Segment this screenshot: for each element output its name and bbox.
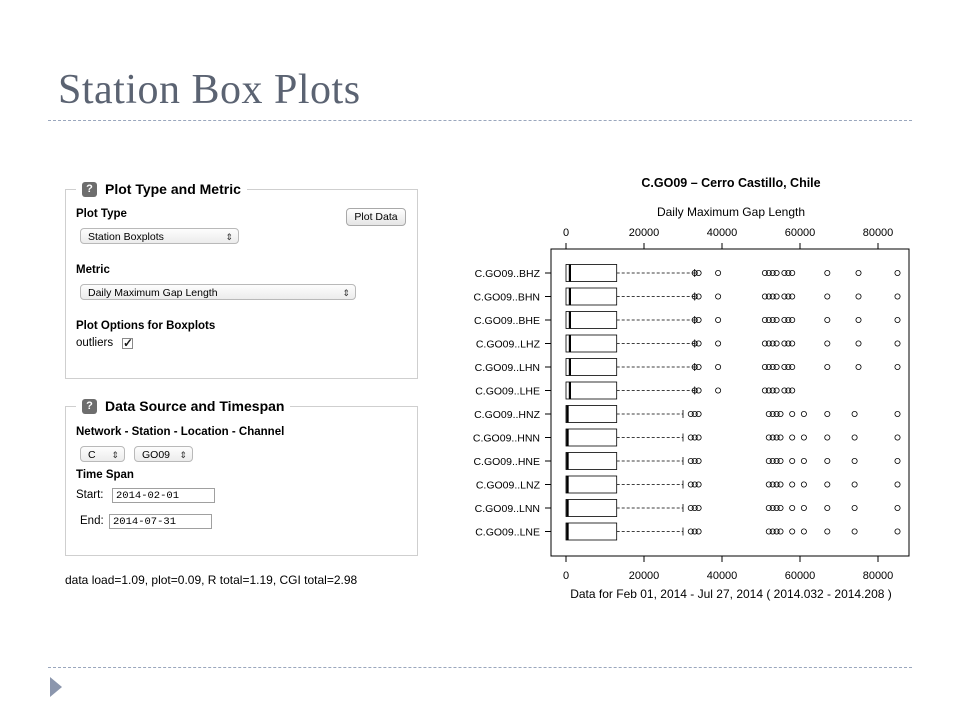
help-icon[interactable]: ? — [82, 399, 97, 414]
outliers-checkbox[interactable]: ✓ — [123, 336, 134, 350]
top-tick-label: 20000 — [628, 227, 660, 239]
outlier-point — [895, 317, 900, 322]
outlier-point — [778, 505, 783, 510]
box — [566, 429, 617, 446]
outlier-point — [696, 270, 701, 275]
outlier-point — [696, 505, 701, 510]
plot-type-label: Plot Type — [76, 208, 127, 220]
box — [566, 382, 617, 399]
outlier-point — [825, 317, 830, 322]
y-tick-label: C.GO09..BHE — [474, 315, 540, 327]
outlier-point — [716, 294, 721, 299]
outlier-point — [790, 505, 795, 510]
plot-options-label: Plot Options for Boxplots — [76, 320, 216, 332]
outlier-point — [825, 505, 830, 510]
plot-data-button[interactable]: Plot Data — [346, 208, 406, 226]
outlier-point — [778, 411, 783, 416]
outlier-point — [696, 529, 701, 534]
chart-title: C.GO09 – Cerro Castillo, Chile — [641, 176, 821, 190]
outlier-point — [696, 317, 701, 322]
outlier-point — [825, 270, 830, 275]
bottom-tick-label: 20000 — [628, 570, 660, 582]
y-tick-label: C.GO09..LNN — [474, 503, 540, 515]
bottom-tick-label: 40000 — [706, 570, 738, 582]
plot-type-select-value: Station Boxplots — [88, 231, 164, 243]
outlier-point — [778, 435, 783, 440]
start-label: Start: — [76, 489, 104, 501]
outlier-point — [825, 482, 830, 487]
outlier-point — [856, 294, 861, 299]
outlier-point — [774, 364, 779, 369]
outlier-point — [696, 341, 701, 346]
outlier-point — [696, 388, 701, 393]
outlier-point — [825, 529, 830, 534]
outlier-point — [852, 505, 857, 510]
outlier-point — [895, 435, 900, 440]
outlier-point — [696, 364, 701, 369]
box — [566, 359, 617, 376]
outlier-point — [852, 435, 857, 440]
outlier-point — [778, 458, 783, 463]
box — [566, 476, 617, 493]
box — [566, 312, 617, 329]
outlier-point — [895, 341, 900, 346]
bottom-tick-label: 60000 — [784, 570, 816, 582]
outlier-point — [774, 294, 779, 299]
outlier-point — [790, 294, 795, 299]
outlier-point — [895, 411, 900, 416]
station-select-value: GO09 — [142, 449, 171, 461]
outlier-point — [790, 529, 795, 534]
outlier-point — [801, 482, 806, 487]
outlier-point — [895, 505, 900, 510]
y-tick-label: C.GO09..LHE — [475, 385, 540, 398]
y-tick-label: C.GO09..LHN — [474, 362, 540, 374]
outlier-point — [696, 411, 701, 416]
chart-xlabel: Data for Feb 01, 2014 - Jul 27, 2014 ( 2014.032 - 2014.208 ) — [570, 587, 892, 601]
outlier-point — [895, 529, 900, 534]
metric-select-value: Daily Maximum Gap Length — [88, 287, 218, 299]
outlier-point — [895, 270, 900, 275]
outlier-point — [716, 341, 721, 346]
box — [566, 335, 617, 352]
outlier-point — [852, 458, 857, 463]
outlier-point — [790, 482, 795, 487]
metric-label: Metric — [76, 264, 110, 276]
y-tick-label: C.GO09..LNZ — [475, 479, 540, 492]
data-source-legend-text: Data Source and Timespan — [105, 398, 285, 414]
outlier-point — [801, 529, 806, 534]
select-arrows-icon: ⇕ — [342, 288, 350, 298]
top-tick-label: 60000 — [784, 227, 816, 239]
outlier-point — [852, 529, 857, 534]
outlier-point — [856, 364, 861, 369]
outlier-point — [852, 411, 857, 416]
box — [566, 265, 617, 282]
timing-text: data load=1.09, plot=0.09, R total=1.19, CGI total=2.98 — [65, 573, 358, 587]
outlier-point — [801, 435, 806, 440]
top-tick-label: 0 — [562, 227, 570, 239]
outlier-point — [790, 388, 795, 393]
outlier-point — [790, 341, 795, 346]
outlier-point — [716, 364, 721, 369]
slide-title: Station Box Plots — [58, 67, 361, 113]
box — [566, 500, 617, 517]
outlier-point — [825, 294, 830, 299]
end-label: End: — [80, 515, 104, 527]
select-arrows-icon: ⇕ — [179, 450, 187, 460]
outlier-point — [801, 505, 806, 510]
outlier-point — [696, 435, 701, 440]
outlier-point — [790, 458, 795, 463]
y-tick-label: C.GO09..HNE — [473, 456, 540, 468]
y-tick-label: C.GO09..LNE — [475, 526, 540, 539]
y-tick-label: C.GO09..BHN — [473, 291, 540, 304]
timespan-label: Time Span — [76, 469, 134, 481]
outlier-point — [696, 294, 701, 299]
box — [566, 288, 617, 305]
top-tick-label: 40000 — [706, 227, 738, 239]
nslc-label: Network - Station - Location - Channel — [76, 426, 285, 438]
outlier-point — [825, 458, 830, 463]
outlier-point — [801, 411, 806, 416]
y-tick-label: C.GO09..HNN — [472, 432, 540, 445]
outlier-point — [895, 482, 900, 487]
outlier-point — [774, 270, 779, 275]
box — [566, 406, 617, 423]
outlier-point — [790, 364, 795, 369]
outlier-point — [825, 411, 830, 416]
network-select-value: C — [88, 449, 96, 461]
y-tick-label: C.GO09..LHZ — [475, 338, 540, 351]
select-arrows-icon: ⇕ — [225, 232, 233, 242]
outlier-point — [774, 341, 779, 346]
outliers-label: outliers — [76, 337, 114, 349]
outlier-point — [856, 341, 861, 346]
bottom-tick-label: 0 — [562, 570, 570, 582]
outlier-point — [778, 482, 783, 487]
outlier-point — [778, 529, 783, 534]
outlier-point — [696, 458, 701, 463]
top-tick-label: 80000 — [862, 227, 894, 239]
outlier-point — [801, 458, 806, 463]
chart-marks — [473, 227, 900, 582]
outlier-point — [895, 364, 900, 369]
box — [566, 453, 617, 470]
outlier-point — [856, 270, 861, 275]
outlier-point — [790, 270, 795, 275]
outlier-point — [790, 411, 795, 416]
y-tick-label: C.GO09..HNZ — [474, 409, 540, 421]
outlier-point — [716, 270, 721, 275]
outlier-point — [895, 458, 900, 463]
outlier-point — [774, 317, 779, 322]
outlier-point — [825, 435, 830, 440]
outlier-point — [790, 317, 795, 322]
outlier-point — [716, 388, 721, 393]
outlier-point — [790, 435, 795, 440]
plot-type-legend-text: Plot Type and Metric — [105, 181, 241, 197]
outlier-point — [852, 482, 857, 487]
outlier-point — [825, 364, 830, 369]
outlier-point — [825, 341, 830, 346]
select-arrows-icon: ⇕ — [111, 450, 119, 460]
y-tick-label: C.GO09..BHZ — [474, 268, 540, 280]
bottom-tick-label: 80000 — [862, 570, 894, 582]
outlier-point — [716, 317, 721, 322]
outlier-point — [696, 482, 701, 487]
outlier-point — [895, 294, 900, 299]
outlier-point — [856, 317, 861, 322]
box — [566, 523, 617, 540]
help-icon[interactable]: ? — [82, 182, 97, 197]
outlier-point — [774, 388, 779, 393]
chart-top-axis-label: Daily Maximum Gap Length — [656, 205, 806, 219]
